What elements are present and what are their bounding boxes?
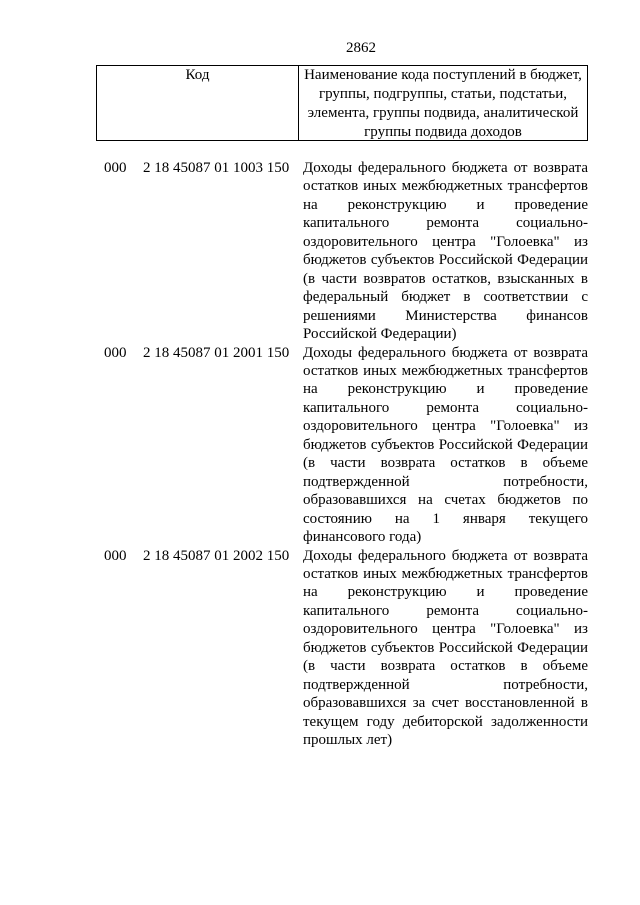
table-row	[96, 159, 588, 344]
table-body	[96, 159, 588, 750]
description-line: на реконструкцию и проведение	[303, 584, 588, 601]
description-line: федеральный бюджет в соответствии с	[303, 289, 588, 306]
description-line: решениями Министерства финансов	[303, 307, 588, 324]
description-line: (в части возвратов остатков, взысканных в	[303, 270, 588, 287]
admin-code-cell: 000	[104, 547, 127, 564]
table-row	[96, 547, 588, 750]
header-name-line: Наименование кода поступлений в бюджет,	[304, 67, 582, 83]
description-line: капитального ремонта социально-	[303, 215, 588, 232]
revenue-code-cell: 2 18 45087 01 1003 150	[143, 160, 290, 176]
description-line: Российской Федерации)	[303, 326, 457, 343]
admin-code-cell: 000	[104, 344, 127, 361]
description-line: образовавшихся на счетах бюджетов по	[303, 492, 588, 509]
description-line: (в части возврата остатков в объеме	[303, 658, 588, 675]
description-line: прошлых лет)	[303, 732, 393, 749]
description-line: бюджетов субъектов Российской Федерации	[303, 252, 588, 269]
description-line: оздоровительного центра "Голоевка" из	[303, 621, 588, 638]
description-cell	[303, 547, 588, 750]
description-line: (в части возврата остатков в объеме	[303, 455, 588, 472]
description-line: бюджетов субъектов Российской Федерации	[303, 436, 588, 453]
description-line: капитального ремонта социально-	[303, 399, 588, 416]
description-line: на реконструкцию и проведение	[303, 381, 588, 398]
description-line: Доходы федерального бюджета от возврата	[303, 344, 588, 361]
admin-code-cell: 000	[104, 160, 127, 176]
description-cell	[303, 159, 588, 344]
description-line: финансового года)	[303, 529, 422, 546]
description-cell	[303, 344, 588, 547]
description-line: капитального ремонта социально-	[303, 602, 588, 619]
header-name-line: группы, подгруппы, статьи, подстатьи,	[318, 86, 568, 102]
description-line: состоянию на 1 января текущего	[303, 510, 588, 527]
description-line: Доходы федерального бюджета от возврата	[303, 160, 588, 176]
table-row	[96, 344, 588, 547]
header-name-line: группы подвида доходов	[364, 124, 522, 140]
description-line: бюджетов субъектов Российской Федерации	[303, 639, 588, 656]
description-line: на реконструкцию и проведение	[303, 196, 588, 213]
page-number: 2862	[346, 40, 376, 56]
revenue-code-cell: 2 18 45087 01 2002 150	[143, 547, 290, 564]
description-line: остатков иных межбюджетных трансфертов	[303, 362, 588, 379]
description-line: остатков иных межбюджетных трансфертов	[303, 178, 588, 195]
header-name-line: элемента, группы подвида, аналитической	[307, 105, 579, 121]
header-code-cell: Код	[97, 66, 299, 140]
description-line: остатков иных межбюджетных трансфертов	[303, 565, 588, 582]
description-line: образовавшихся за счет восстановленной в	[303, 695, 588, 712]
description-line: оздоровительного центра "Голоевка" из	[303, 418, 588, 435]
description-line: оздоровительного центра "Голоевка" из	[303, 233, 588, 250]
description-line: текущем году дебиторской задолженности	[303, 713, 588, 730]
table-header	[96, 65, 588, 141]
description-line: подтвержденной потребности,	[303, 473, 588, 490]
description-line: подтвержденной потребности,	[303, 676, 588, 693]
revenue-code-cell: 2 18 45087 01 2001 150	[143, 344, 290, 361]
header-name-cell	[299, 66, 587, 140]
description-line: Доходы федерального бюджета от возврата	[303, 547, 588, 564]
